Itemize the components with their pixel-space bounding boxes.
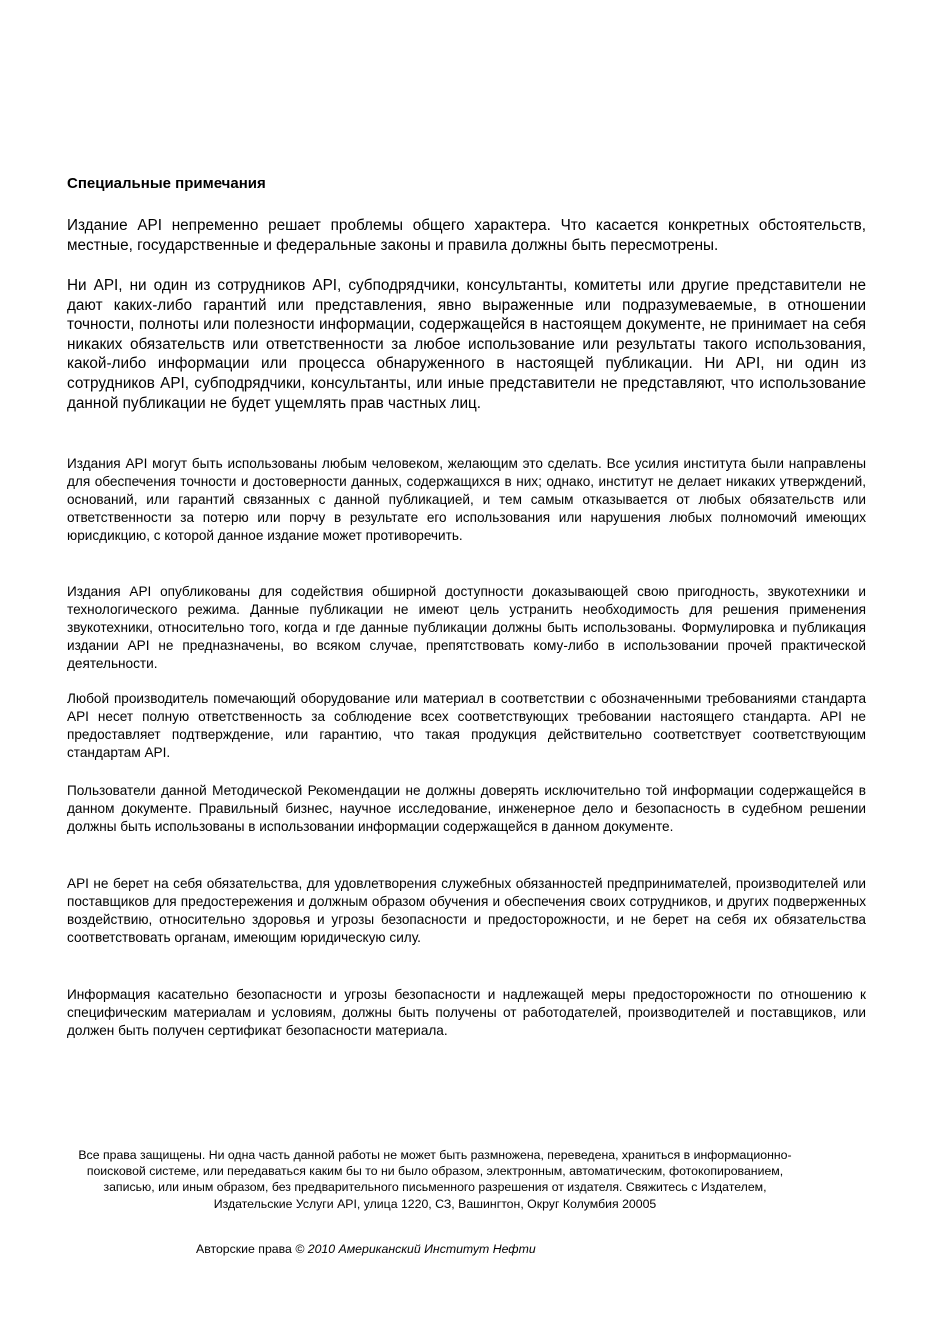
paragraph-publication-purpose: Издания API опубликованы для содействия обширной доступности доказывающей свою пригодность, звукотехники и технологического режима. Данные публикации не имеют цель устранить необходимость для решения применения звукотехники, относительно того, когда и где данные публикации должны быть использованы. Формулировка и публикация издании API не предназначены, во всяком случае, препятствовать кому-либо в использовании прочей практической деятельности. bbox=[67, 584, 866, 671]
paragraph-employer-duties: API не берет на себя обязательства, для удовлетворения служебных обязанностей предпринимателей, производителей или поставщиков для предостережения и должным образом обучения и обеспечения своих сотрудников, и других подверженных воздействию, относительно здоровья и угрозы безопасности и предосторожности, и не берет на себя их обязательства соответствовать органам, имеющим юридическую силу. bbox=[67, 876, 866, 945]
page-title: Специальные примечания bbox=[67, 175, 266, 192]
paragraph-manufacturer-responsibility: Любой производитель помечающий оборудование или материал в соответствии с обозначенными требованиями стандарта API несет полную ответственность за соблюдение всех соответствующих требовании настоящего стандарта. API не предоставляет подтверждение, или гарантию, что такая продукция действительно соответствует соответствующим стандартам API. bbox=[67, 691, 866, 760]
paragraph-general-problems: Издание API непременно решает проблемы общего характера. Что касается конкретных обстоятельств, местные, государственные и федеральные законы и правила должны быть пересмотрены. bbox=[67, 217, 866, 254]
paragraph-usage: Издания API могут быть использованы любым человеком, желающим это сделать. Все усилия института были направлены для обеспечения точности и достоверности данных, содержащихся в них; однако, институт не делает никаких утверждений, оснований, или гарантий связанных с данной публикацией, и тем самым отказывается от любых обязательств или ответственности за потерю или порчу в результате его использования или нарушения любых полномочий имеющих юрисдикцию, с которой данное издание может противоречить. bbox=[67, 456, 866, 543]
paragraph-users-guidance: Пользователи данной Методической Рекомендации не должны доверять исключительно той информации содержащейся в данном документе. Правильный бизнес, научное исследование, инженерное дело и безопасность в судебном решении должны быть использованы в использовании информации содержащейся в данном документе. bbox=[67, 783, 866, 834]
copyright-prefix: Авторские права bbox=[196, 1242, 296, 1256]
paragraph-safety-information: Информация касательно безопасности и угрозы безопасности и надлежащей меры предосторожности по отношению к специфическим материалам и условиям, должны быть получены от работодателей, производителей и поставщиков, или должен быть получен сертификат безопасности материала. bbox=[67, 987, 866, 1038]
copyright-line bbox=[196, 1241, 536, 1257]
copyright-holder: © 2010 Американский Институт Нефти bbox=[295, 1242, 536, 1256]
paragraph-no-warranty: Ни API, ни один из сотрудников API, субподрядчики, консультанты, комитеты или другие представители не дают каких-либо гарантий или представления, явно выраженные или подразумеваемые, в отношении точности, полноты или полезности информации, содержащейся в настоящем документе, не принимает на себя никаких обязательств или ответственности за любое использование или результаты такого использования, какой-либо информации или процесса обнаруженного в настоящей публикации. Ни API, ни один из сотрудников API, субподрядчики, консультанты, или иные представители не представляют, что использование данной публикации не будет ущемлять прав частных лиц. bbox=[67, 277, 866, 412]
rights-notice: Все права защищены. Ни одна часть данной работы не может быть размножена, переведена, храниться в информационно-поисковой системе, или передаваться каким бы то ни было образом, электронным, автоматическим, фотокопированием, записью, или иным образом, без предварительного письменного разрешения от издателя. Свяжитесь с Издателем, Издательские Услуги API, улица 1220, СЗ, Вашингтон, Округ Колумбия 20005 bbox=[78, 1148, 792, 1211]
